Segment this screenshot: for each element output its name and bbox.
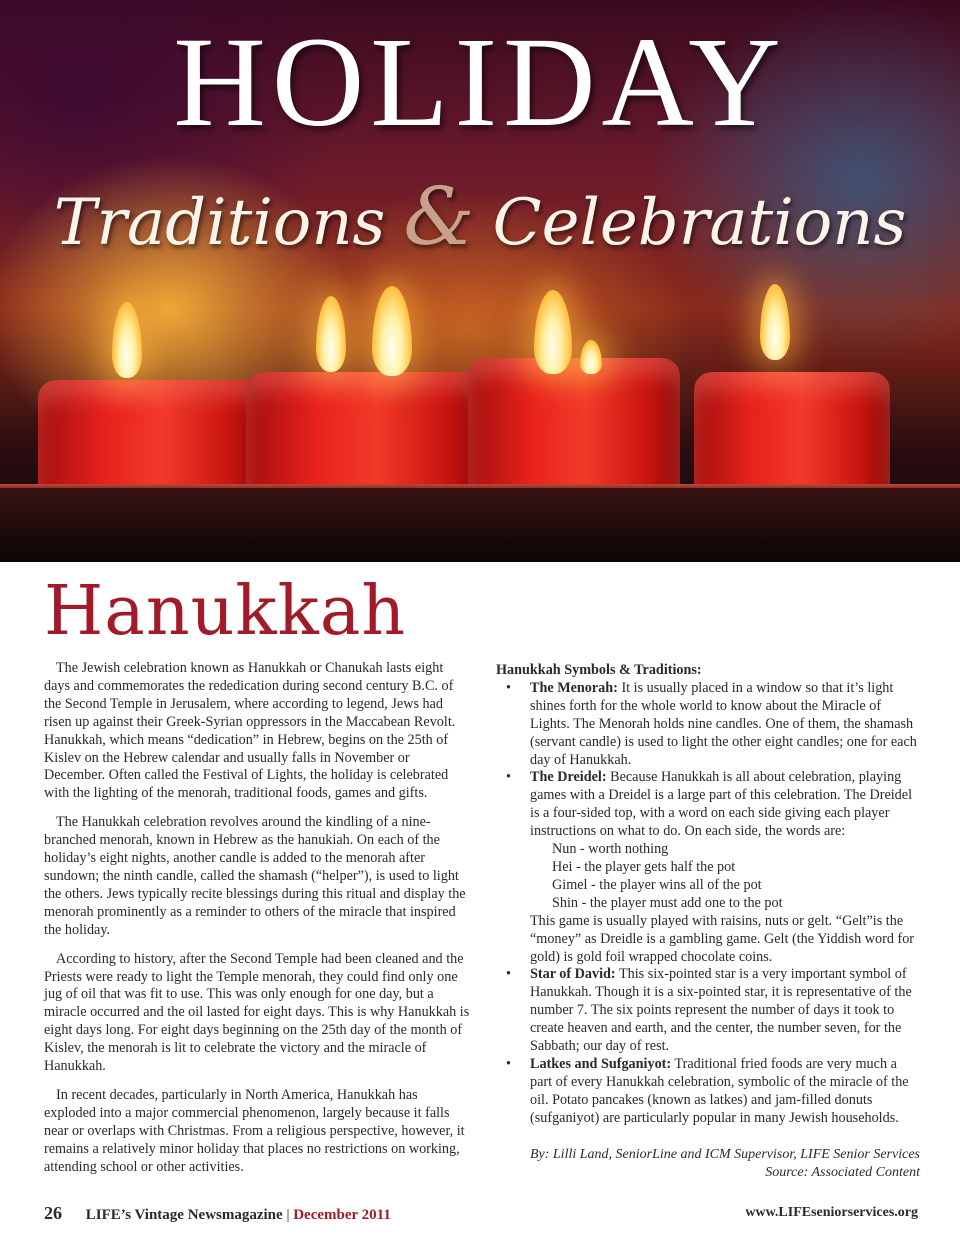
candle-flame [112,302,142,378]
candle-tray [0,488,960,562]
article-byline [496,1146,920,1182]
magazine-name: LIFE’s Vintage Newsmagazine [85,1207,283,1223]
hero-banner [0,0,960,562]
bullet-icon: • [506,1055,511,1072]
symbol-text: Traditional fried foods are very much a part of every Hanukkah celebration, symbolic of the miracle of the oil. Potato pancakes (known as latkes) and jam-filled donuts (sufganiyot) are particularly popular in many Jewish households. [530,1055,909,1126]
source-credit: Source: Associated Content [765,1165,920,1180]
dreidel-word: Gimel - the player wins all of the pot [552,876,762,893]
candle-flame [580,340,602,374]
dreidel-word: Shin - the player must add one to the pot [552,894,783,911]
dreidel-word: Hei - the player gets half the pot [552,858,736,875]
list-item [496,769,922,966]
candle-flame [534,290,572,374]
candle-flame [316,296,346,372]
candle-flame [760,284,790,360]
symbol-text: Because Hanukkah is all about celebration, playing games with a Dreidel is a large part of this celebration. The Dreidel is a four-sided top, with a word on each side giving each player instructions on what to do. On each side, the words are: [530,769,913,840]
issue-date: December 2011 [293,1207,391,1223]
article-paragraph: The Jewish celebration known as Hanukkah or Chanukah lasts eight days and commemorates the rededication during second century B.C. of the Second Temple in Jerusalem, where according to legend, Jews had risen up against their Greek-Syrian oppressors in the Maccabean Revolt. Hanukkah, which means “dedication” in Hebrew, begins on the 25th of Kislev on the Hebrew calendar and usually falls in November or December. Often called the Festival of Lights, the holiday is celebrated with the lighting of the menorah, traditional foods, games and gifts. [44,660,456,802]
candle-flame [372,286,412,376]
list-item [496,1056,922,1128]
symbol-term: The Dreidel: [530,769,607,786]
footer-separator: | [286,1207,290,1223]
dreidel-word: Nun - worth nothing [552,841,669,858]
symbols-section-title: Hanukkah Symbols & Traditions: [496,662,702,678]
article-left-column [44,660,470,1187]
symbols-list [496,680,922,1128]
bullet-icon: • [506,679,511,696]
article-paragraph: According to history, after the Second Temple had been cleaned and the Priests were ready to light the Temple menorah, they could find only one jug of oil that was fit to use. This was only enough for one day, but a miracle occurred and the oil lasted for eight days. This is why Hanukkah is eight days long. For eight days beginning on the 25th day of the month of Kislev, the menorah is lit to celebrate the victory and the miracle of Hanukkah. [44,950,470,1075]
subtitle-celebrations: Celebrations [492,186,907,260]
hero-title: HOLIDAY [173,11,787,153]
dreidel-word-list [530,841,922,913]
author-credit: By: Lilli Land, SeniorLine and ICM Supervisor, LIFE Senior Services [529,1147,920,1162]
article-paragraph: The Hanukkah celebration revolves around the kindling of a nine-branched menorah, known in Hebrew as the hanukiah. On each of the holiday’s eight nights, another candle is added to the menorah after sundown; the ninth candle, called the shamash (“helper”), is used to light the others. Jews typically recite blessings during this ritual and display the menorah prominently as a reminder to others of the miracle that inspired the holiday. [44,814,466,938]
symbol-term: Star of David: [530,966,616,983]
article-paragraph: In recent decades, particularly in North America, Hanukkah has exploded into a major commercial phenomenon, largely because it falls near or overlaps with Christmas. From a religious perspective, however, it remains a relatively minor holiday that places no restrictions on working, attending school or other activities. [44,1086,465,1175]
article-right-column [496,662,922,1128]
symbol-term: Latkes and Sufganiyot: [530,1055,672,1072]
website-link[interactable]: www.LIFEseniorservices.org [745,1205,918,1220]
symbol-text: This six-pointed star is a very important symbol of Hanukkah. Though it is a six-pointed star, it is representative of the number 7. The six points represent the number of days it took to create heaven and earth, and the center, the number seven, for the Sabbath; our day of rest. [530,966,912,1055]
list-item [496,680,922,770]
list-item [496,966,922,1056]
symbol-text: It is usually placed in a window so that it’s light shines forth for the whole world to know about the Miracle of Lights. The Menorah holds nine candles. One of them, the shamash (servant candle) is used to light the other eight candles; one for each day of Hanukkah. [530,679,917,768]
hero-subtitle [0,170,960,263]
symbol-term: The Menorah: [530,679,618,696]
dreidel-note: This game is usually played with raisins, nuts or gelt. “Gelt”is the “money” as Dreidle is a gambling game. Gelt (the Yiddish word for gold) is gold foil wrapped chocolate coins. [530,912,915,965]
subtitle-ampersand: & [403,170,475,263]
article-heading: Hanukkah [44,572,407,651]
page-number: 26 [44,1203,62,1223]
subtitle-traditions: Traditions [53,186,386,260]
page-footer [44,1203,918,1224]
bullet-icon: • [506,966,511,983]
bullet-icon: • [506,769,511,786]
